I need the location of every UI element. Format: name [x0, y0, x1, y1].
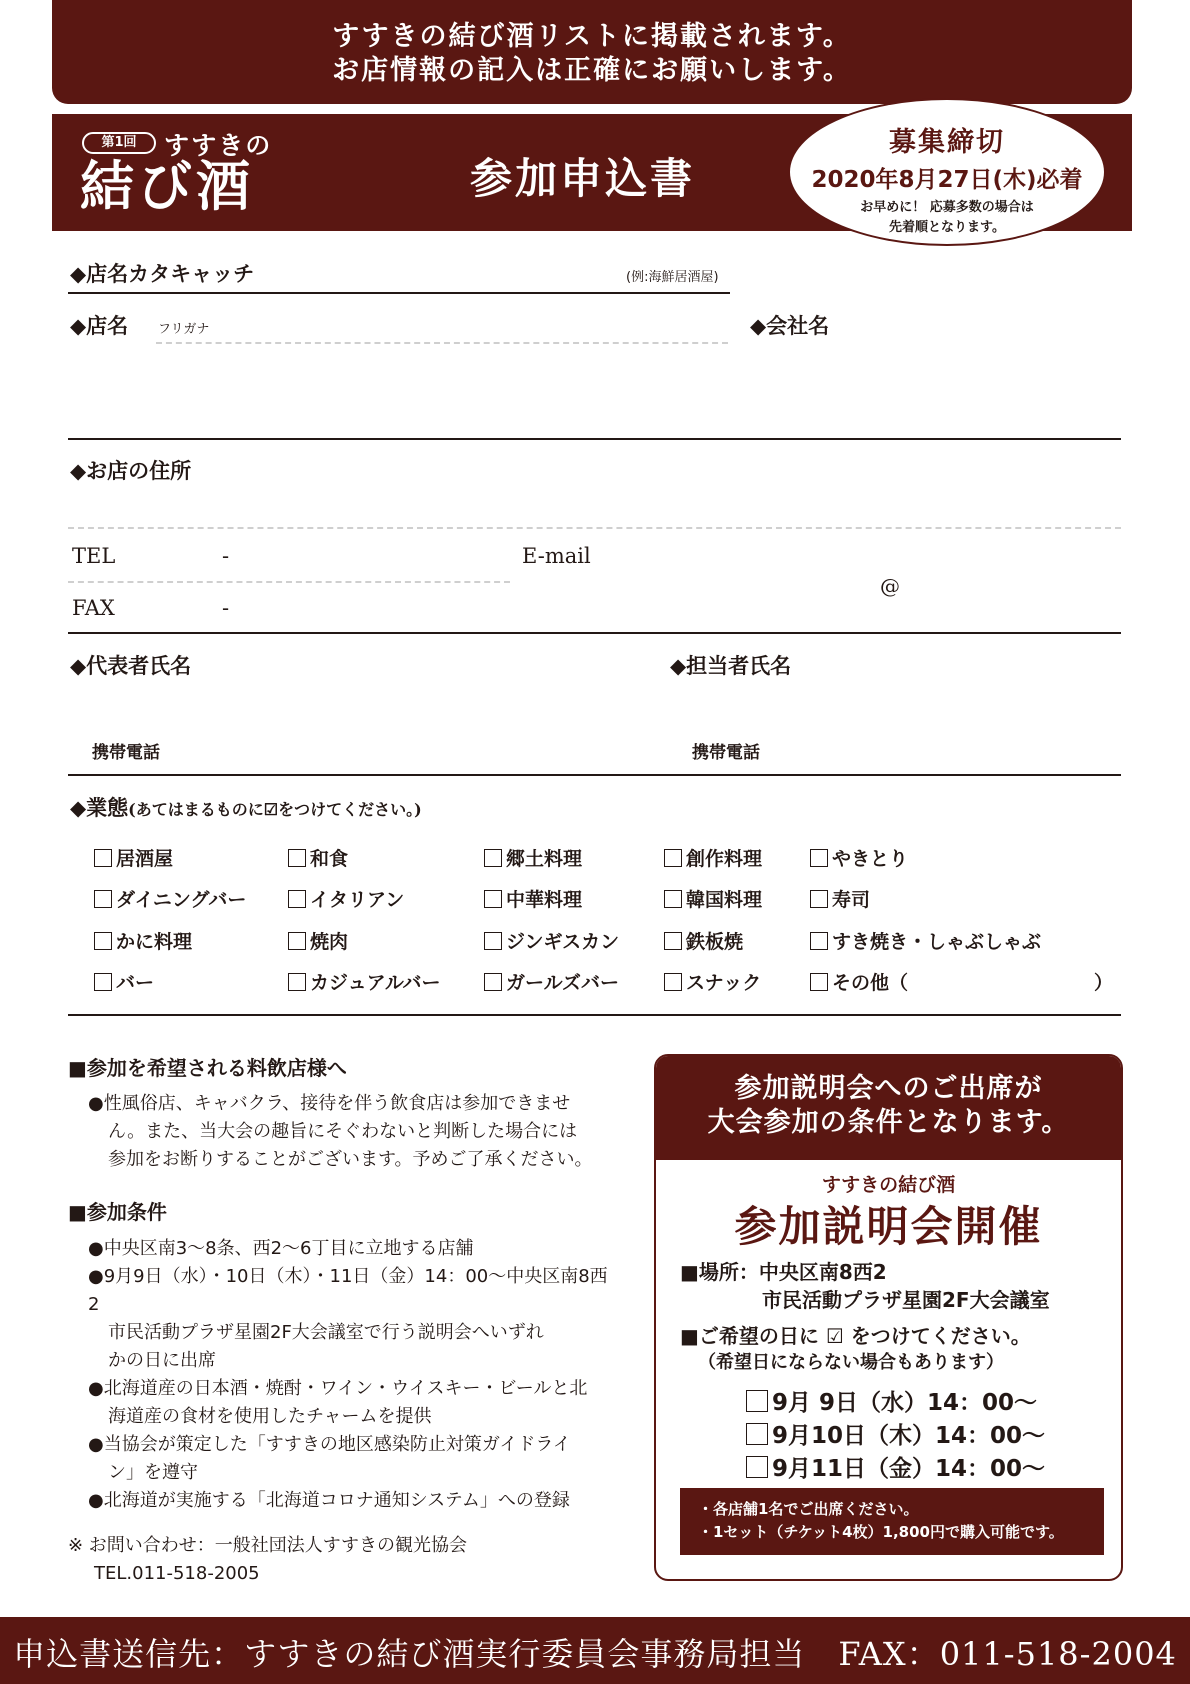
business-section-line: [68, 1014, 1121, 1016]
business-type-label: 居酒屋: [116, 848, 174, 870]
business-type-label: スナック: [686, 972, 762, 994]
representative-label: ◆代表者氏名: [70, 653, 192, 678]
top-banner: [52, 0, 1132, 104]
business-type-label: バー: [116, 972, 155, 994]
checkbox-icon[interactable]: [94, 849, 112, 867]
furigana-input-line[interactable]: [156, 342, 728, 344]
business-type-label: 郷土料理: [506, 848, 583, 870]
business-type-label: その他（: [832, 972, 909, 994]
date-option-3[interactable]: [746, 1450, 1045, 1483]
business-type-hint: (あてはまるものに☑をつけてください。): [128, 800, 422, 819]
business-type-label: [70, 792, 422, 822]
condition-item: [88, 1431, 608, 1487]
business-type-label: 和食: [310, 848, 349, 870]
condition-line: ●中央区南3〜8条、西2〜6丁目に立地する店舗: [88, 1238, 474, 1259]
business-type-option[interactable]: [484, 968, 619, 995]
briefing-box-header: [656, 1056, 1121, 1160]
checkbox-icon[interactable]: [94, 932, 112, 950]
section-restrictions-title: ■参加を希望される料飲店様へ: [68, 1056, 347, 1080]
briefing-info-box: [654, 1054, 1123, 1581]
business-type-option[interactable]: [664, 968, 761, 995]
business-type-option[interactable]: [810, 968, 908, 995]
rep-mobile-label: 携帯電話: [92, 743, 160, 763]
condition-line: ●当協会が策定した「すすきの地区感染防止対策ガイドライ: [88, 1434, 571, 1455]
briefing-title: 参加説明会開催: [734, 1202, 1043, 1251]
condition-line: 市民活動プラザ星園2F大会議室で行う説明会へいずれ: [108, 1322, 544, 1343]
business-type-option[interactable]: [664, 885, 762, 912]
condition-item: [88, 1375, 608, 1431]
section-conditions-title: ■参加条件: [68, 1200, 167, 1224]
date-option-label: 9月11日（金）14：00〜: [772, 1456, 1046, 1482]
condition-item: [88, 1263, 608, 1375]
business-type-label: 寿司: [832, 889, 871, 911]
business-type-label: 創作料理: [686, 848, 763, 870]
briefing-subtitle: すすきの結び酒: [821, 1174, 956, 1196]
notice-line-2: ・1セット（チケット4枚）1,800円で購入可能です。: [698, 1523, 1064, 1541]
business-type-label: ジンギスカン: [506, 931, 620, 953]
date-option-label: 9月10日（木）14：00〜: [772, 1423, 1046, 1449]
email-label: E-mail: [522, 544, 591, 568]
logo-subtitle: すすきの: [164, 131, 273, 160]
conditions-list: [88, 1235, 608, 1515]
checkbox-icon[interactable]: [94, 973, 112, 991]
briefing-head-line-2: 大会参加の条件となります。: [707, 1107, 1070, 1138]
store-name-label: ◆店名: [70, 313, 129, 338]
store-name-input-line[interactable]: [68, 438, 1121, 440]
business-type-option[interactable]: [484, 885, 582, 912]
checkbox-icon[interactable]: [810, 890, 828, 908]
business-type-label: やきとり: [832, 848, 909, 870]
business-type-option[interactable]: [288, 885, 404, 912]
business-type-option[interactable]: [484, 844, 582, 871]
footer-band: [0, 1617, 1190, 1684]
checkbox-icon[interactable]: [746, 1456, 768, 1478]
checkbox-icon[interactable]: [484, 932, 502, 950]
banner-line-2: お店情報の記入は正確にお願いします。: [332, 55, 852, 86]
condition-line: ●北海道が実施する「北海道コロナ通知システム」への登録: [88, 1490, 570, 1511]
restriction-line-1: ●性風俗店、キャバクラ、接待を伴う飲食店は参加できませ: [88, 1093, 571, 1114]
business-type-label: ダイニングバー: [116, 889, 247, 911]
condition-line: 海道産の食材を使用したチャームを提供: [108, 1406, 432, 1427]
business-type-label: イタリアン: [310, 889, 405, 911]
furigana-label: フリガナ: [158, 322, 210, 337]
business-type-option[interactable]: [810, 885, 870, 912]
condition-line: ●北海道産の日本酒・焼酎・ワイン・ウイスキー・ビールと北: [88, 1378, 588, 1399]
deadline-note-1: お早めに！ 応募多数の場合は: [860, 200, 1034, 215]
person-info-line[interactable]: [68, 774, 1121, 776]
catchphrase-example: (例:海鮮居酒屋): [626, 270, 719, 285]
business-type-option[interactable]: [288, 927, 348, 954]
business-type-label: カジュアルバー: [310, 972, 441, 994]
briefing-place-line-2: 市民活動プラザ星園2F大会議室: [762, 1288, 1050, 1312]
email-at-sign: @: [880, 574, 900, 598]
checkbox-icon[interactable]: [664, 849, 682, 867]
business-type-label: 鉄板焼: [686, 931, 744, 953]
business-type-option[interactable]: [664, 927, 743, 954]
briefing-place-label: ■場所：中央区南8西2: [680, 1260, 887, 1284]
other-close-paren: ）: [1094, 972, 1114, 994]
fax-separator: -: [222, 596, 230, 620]
briefing-choose-note: （希望日にならない場合もあります）: [698, 1352, 1004, 1373]
business-type-label: 韓国料理: [686, 889, 763, 911]
date-option-1[interactable]: [746, 1384, 1037, 1417]
checkbox-icon[interactable]: [746, 1390, 768, 1412]
business-type-label: すき焼き・しゃぶしゃぶ: [832, 931, 1042, 953]
notice-line-1: ・各店舗1名でご出席ください。: [698, 1500, 919, 1518]
checkbox-icon[interactable]: [810, 932, 828, 950]
logo-edition-badge: 第1回: [82, 132, 156, 154]
tel-input-line[interactable]: [68, 581, 510, 583]
briefing-choose-label: ■ご希望の日に ☑ をつけてください。: [680, 1324, 1031, 1348]
restriction-line-2: ん。また、当大会の趣旨にそぐわないと判断した場合には: [108, 1121, 578, 1142]
checkbox-icon[interactable]: [484, 849, 502, 867]
contact-mobile-label: 携帯電話: [692, 743, 760, 763]
inquiry-line-1: ※ お問い合わせ：一般社団法人すすきの観光協会: [68, 1535, 467, 1556]
briefing-notice: [680, 1488, 1104, 1555]
date-option-2[interactable]: [746, 1417, 1045, 1450]
business-type-option[interactable]: [288, 968, 441, 995]
checkbox-icon[interactable]: [664, 932, 682, 950]
business-type-label: 中華料理: [506, 889, 583, 911]
condition-item: [88, 1487, 608, 1515]
checkbox-icon[interactable]: [288, 849, 306, 867]
checkbox-icon[interactable]: [288, 890, 306, 908]
business-type-title: ◆業態: [70, 795, 129, 820]
business-type-label: 焼肉: [310, 931, 349, 953]
checkbox-icon[interactable]: [810, 973, 828, 991]
business-type-option[interactable]: [94, 927, 192, 954]
checkbox-icon[interactable]: [810, 849, 828, 867]
checkbox-icon[interactable]: [94, 890, 112, 908]
form-title: 参加申込書: [470, 154, 696, 203]
deadline-note-2: 先着順となります。: [889, 220, 1005, 235]
checkbox-icon[interactable]: [288, 973, 306, 991]
contact-info-line[interactable]: [68, 632, 1121, 634]
business-type-option[interactable]: [94, 885, 246, 912]
fax-label: FAX: [72, 596, 115, 620]
checkbox-icon[interactable]: [288, 932, 306, 950]
banner-line-1: すすきの結び酒リストに掲載されます。: [332, 21, 852, 52]
inquiry-contact: [68, 1532, 588, 1588]
tel-separator: -: [222, 544, 230, 568]
contact-person-label: ◆担当者氏名: [670, 653, 792, 678]
condition-line: ン」を遵守: [108, 1462, 198, 1483]
deadline-title: 募集締切: [889, 127, 1005, 158]
business-type-option[interactable]: [94, 968, 154, 995]
business-type-option[interactable]: [484, 927, 619, 954]
business-type-option[interactable]: [810, 844, 908, 871]
condition-line: ●9月9日（水）・10日（木）・11日（金）14：00〜中央区南8西2: [88, 1266, 608, 1315]
footer-send-to: 申込書送信先：すすきの結び酒実行委員会事務局担当 FAX：011-518-2004: [13, 1635, 1177, 1673]
address-label: ◆お店の住所: [70, 458, 192, 483]
catchphrase-input-line[interactable]: [68, 292, 730, 294]
business-type-option[interactable]: [288, 844, 348, 871]
condition-line: かの日に出席: [108, 1350, 216, 1371]
condition-item: [88, 1235, 608, 1263]
business-type-label: かに料理: [116, 931, 193, 953]
date-option-label: 9月 9日（水）14：00〜: [772, 1390, 1038, 1416]
business-type-option[interactable]: [94, 844, 173, 871]
business-type-option[interactable]: [810, 927, 1041, 954]
tel-label: TEL: [72, 544, 116, 568]
address-input-line[interactable]: [68, 527, 1121, 529]
restrictions-text: [88, 1090, 608, 1174]
inquiry-tel: TEL.011-518-2005: [94, 1563, 260, 1584]
catchphrase-label: ◆店名カタキャッチ: [70, 261, 255, 286]
checkbox-icon[interactable]: [484, 973, 502, 991]
restriction-line-3: 参加をお断りすることがございます。予めご了承ください。: [108, 1149, 593, 1170]
checkbox-icon[interactable]: [664, 890, 682, 908]
business-type-option[interactable]: [664, 844, 762, 871]
checkbox-icon[interactable]: [746, 1423, 768, 1445]
briefing-head-line-1: 参加説明会へのご出席が: [734, 1073, 1043, 1104]
deadline-date: 2020年8月27日(木)必着: [811, 167, 1083, 193]
checkbox-icon[interactable]: [484, 890, 502, 908]
deadline-badge: [788, 98, 1106, 246]
business-type-label: ガールズバー: [506, 972, 620, 994]
logo-title: 結び酒: [80, 154, 254, 218]
company-label: ◆会社名: [750, 313, 830, 338]
checkbox-icon[interactable]: [664, 973, 682, 991]
